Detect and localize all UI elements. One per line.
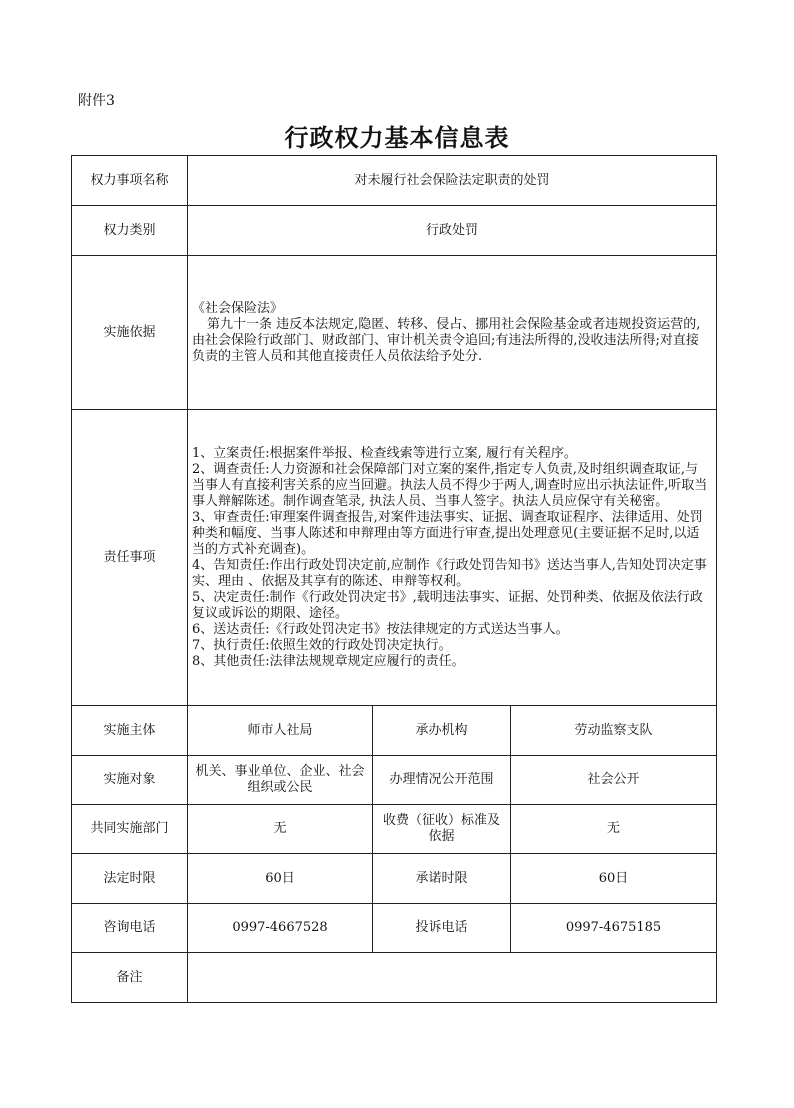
complaint-phone-value: 0997-4675185 xyxy=(511,904,717,953)
row-subject xyxy=(72,706,717,756)
joint-value: 无 xyxy=(188,805,373,854)
info-table xyxy=(71,155,717,1003)
remark-value xyxy=(188,953,717,1003)
row-joint xyxy=(72,805,717,854)
row-basis xyxy=(72,256,717,410)
basis-article: 第九十一条 违反本法规定,隐匿、转移、侵占、挪用社会保险基金或者违规投资运营的,由社会保险行政部门、财政部门、审计机关责令追回;有违法所得的,没收违法所得;对直接负责的主管人员和其他直接责任人员依法给予处分. xyxy=(192,316,701,364)
category-value: 行政处罚 xyxy=(188,206,717,256)
duties-label: 责任事项 xyxy=(72,410,188,706)
basis-law: 《社会保险法》 xyxy=(192,300,284,316)
complaint-phone-label: 投诉电话 xyxy=(373,904,511,953)
remark-label: 备注 xyxy=(72,953,188,1003)
subject-value: 师市人社局 xyxy=(188,706,373,756)
duty-item: 6、送达责任:《行政处罚决定书》按法律规定的方式送达当事人。 xyxy=(192,621,569,637)
legal-limit-value: 60日 xyxy=(188,854,373,904)
duty-item: 4、告知责任:作出行政处罚决定前,应制作《行政处罚告知书》送达当事人,告知处罚决定事实、理由 、依据及其享有的陈述、申辩等权利。 xyxy=(192,557,707,589)
joint-label: 共同实施部门 xyxy=(72,805,188,854)
page-title: 行政权力基本信息表 xyxy=(284,123,510,152)
duty-item: 5、决定责任:制作《行政处罚决定书》,载明违法事实、证据、处罚种类、依据及依法行政复议或诉讼的期限、途径。 xyxy=(192,589,703,621)
duties-content xyxy=(188,410,717,706)
consult-phone-label: 咨询电话 xyxy=(72,904,188,953)
duty-item: 2、调查责任:人力资源和社会保障部门对立案的案件,指定专人负责,及时组织调查取证,与当事人有直接利害关系的应当回避。执法人员不得少于两人,调查时应出示执法证件,听取当事人辩解陈述。制作调查笔录, 执法人员、当事人签字。执法人员应保守有关秘密。 xyxy=(192,461,708,509)
promised-limit-label: 承诺时限 xyxy=(373,854,511,904)
duty-item: 7、执行责任:依照生效的行政处罚决定执行。 xyxy=(192,637,452,653)
consult-phone-value: 0997-4667528 xyxy=(188,904,373,953)
row-time-limit xyxy=(72,854,717,904)
fee-value: 无 xyxy=(511,805,717,854)
row-duties xyxy=(72,410,717,706)
item-name-value: 对未履行社会保险法定职责的处罚 xyxy=(188,156,717,206)
row-remark xyxy=(72,953,717,1003)
row-target xyxy=(72,756,717,805)
subject-label: 实施主体 xyxy=(72,706,188,756)
attachment-label: 附件3 xyxy=(78,93,115,109)
row-category xyxy=(72,206,717,256)
category-label: 权力类别 xyxy=(72,206,188,256)
fee-label: 收费（征收）标准及依据 xyxy=(373,805,511,854)
basis-content xyxy=(188,256,717,410)
duty-item: 8、其他责任:法律法规规章规定应履行的责任。 xyxy=(192,653,465,669)
target-value: 机关、事业单位、企业、社会组织或公民 xyxy=(188,756,373,805)
agency-value: 劳动监察支队 xyxy=(511,706,717,756)
disclosure-value: 社会公开 xyxy=(511,756,717,805)
row-phone xyxy=(72,904,717,953)
legal-limit-label: 法定时限 xyxy=(72,854,188,904)
agency-label: 承办机构 xyxy=(373,706,511,756)
duty-item: 3、审查责任:审理案件调查报告,对案件违法事实、证据、调查取证程序、法律适用、处罚种类和幅度、当事人陈述和申辩理由等方面进行审查,提出处理意见(主要证据不足时,以适当的方式补充调查)。 xyxy=(192,509,703,557)
target-label: 实施对象 xyxy=(72,756,188,805)
basis-label: 实施依据 xyxy=(72,256,188,410)
duty-item: 1、立案责任:根据案件举报、检查线索等进行立案, 履行有关程序。 xyxy=(192,445,577,461)
item-name-label: 权力事项名称 xyxy=(72,156,188,206)
promised-limit-value: 60日 xyxy=(511,854,717,904)
disclosure-label: 办理情况公开范围 xyxy=(373,756,511,805)
row-item-name xyxy=(72,156,717,206)
